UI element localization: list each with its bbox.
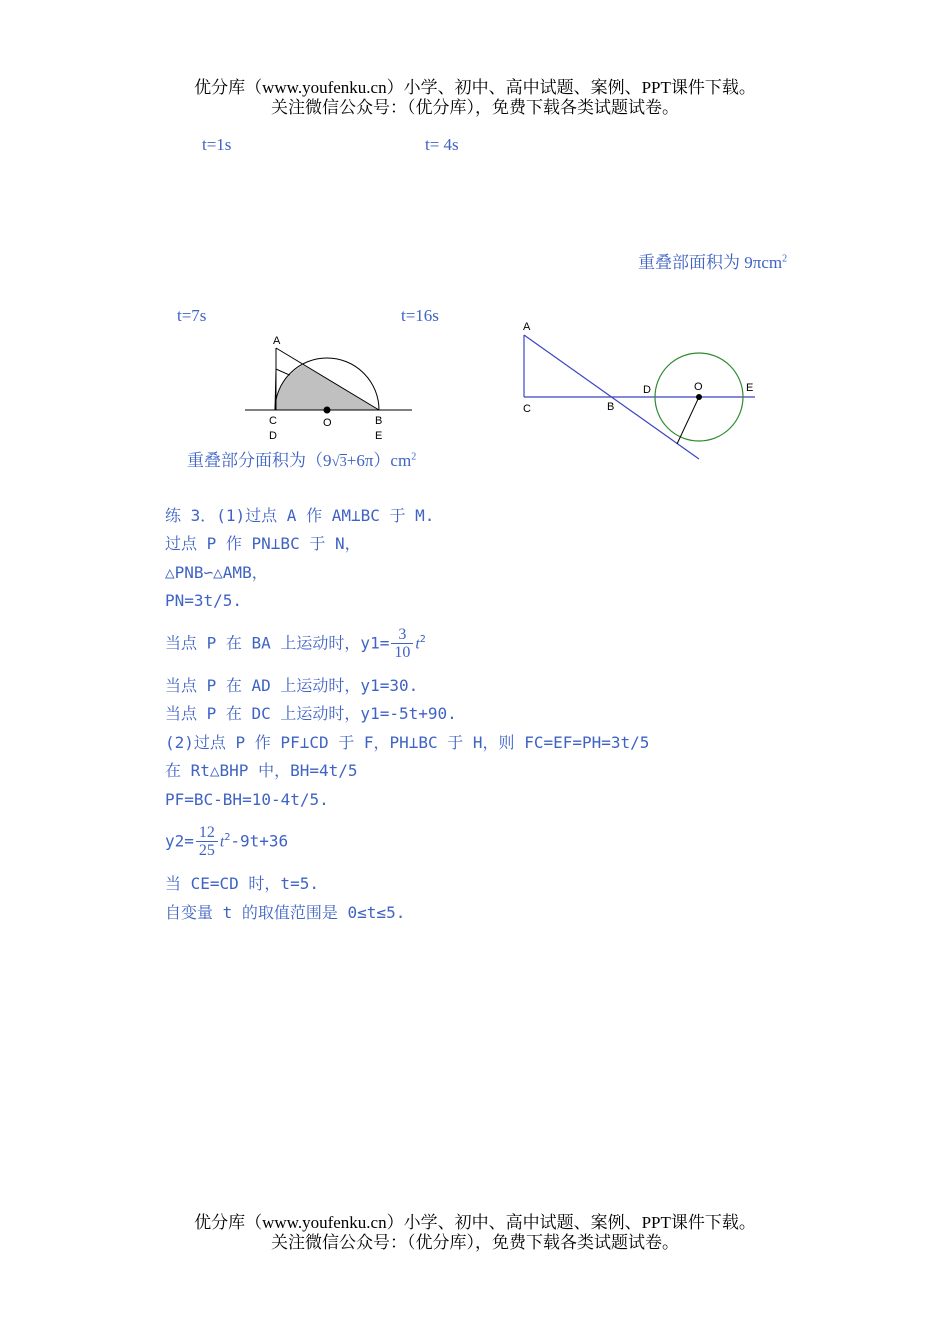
area-mixed-prefix: 重叠部分面积为（9 bbox=[187, 451, 332, 470]
solution-line-6: 当点 P 在 AD 上运动时，y1=30. bbox=[165, 676, 419, 695]
fig7-label-d: D bbox=[269, 430, 277, 442]
area-mixed-sqrt: 3 bbox=[339, 455, 347, 470]
area-mixed-sup: 2 bbox=[411, 451, 417, 463]
fraction-3-10 bbox=[391, 626, 413, 661]
fraction-numerator: 3 bbox=[391, 626, 413, 644]
solution-line-13: 自变量 t 的取值范围是 0≤t≤5. bbox=[165, 903, 406, 922]
line11-suffix: -9t+36 bbox=[230, 831, 289, 851]
solution-line-10: PF=BC-BH=10-4t/5. bbox=[165, 790, 329, 809]
fraction-denominator: 10 bbox=[394, 644, 411, 662]
solution-line-4: PN=3t/5. bbox=[165, 591, 243, 610]
fig16-label-c: C bbox=[523, 403, 531, 415]
line5-variable: t bbox=[415, 635, 420, 653]
solution-line-8: (2)过点 P 作 PF⊥CD 于 F，PH⊥BC 于 H，则 FC=EF=PH=3t/5 bbox=[165, 733, 650, 752]
area-9pi-text: 重叠部面积为 9πcm bbox=[638, 253, 783, 272]
figure-t16 bbox=[515, 315, 765, 465]
footer-line-2: 关注微信公众号：（优分库），免费下载各类试题试卷。 bbox=[271, 1233, 679, 1252]
fig16-center-point bbox=[696, 394, 702, 400]
area-9pi-sup: 2 bbox=[782, 253, 788, 265]
figure-t7 bbox=[240, 330, 420, 445]
footer-line-1: 优分库（www.youfenku.cn）小学、初中、高中试题、案例、PPT课件下载。 bbox=[194, 1213, 756, 1232]
fraction-numerator: 12 bbox=[196, 824, 218, 842]
fig16-radius bbox=[677, 397, 699, 444]
fig16-label-d: D bbox=[643, 384, 651, 396]
header-line-2: 关注微信公众号：（优分库），免费下载各类试题试卷。 bbox=[271, 98, 679, 117]
fig7-label-o: O bbox=[323, 417, 332, 429]
line5-text: 当点 P 在 BA 上运动时，y1= bbox=[165, 633, 390, 653]
fig7-label-a: A bbox=[273, 335, 281, 347]
fig16-label-e: E bbox=[746, 382, 754, 394]
header-line-1: 优分库（www.youfenku.cn）小学、初中、高中试题、案例、PPT课件下载。 bbox=[194, 78, 756, 97]
line11-prefix: y2= bbox=[165, 831, 194, 851]
fig7-shaded-region bbox=[275, 365, 379, 410]
sqrt-sign: √ bbox=[331, 454, 340, 470]
solution-line-3: △PNB∽△AMB， bbox=[165, 563, 268, 582]
fig16-label-a: A bbox=[523, 321, 531, 333]
solution-line-9: 在 Rt△BHP 中，BH=4t/5 bbox=[165, 761, 358, 780]
solution-line-1: 练 3．(1)过点 A 作 AM⊥BC 于 M. bbox=[165, 506, 435, 525]
fig7-center-point bbox=[324, 407, 331, 414]
solution-line-2: 过点 P 作 PN⊥BC 于 N， bbox=[165, 534, 361, 553]
line11-variable: t bbox=[219, 833, 225, 851]
fraction-denominator: 25 bbox=[198, 842, 215, 860]
solution-line-11 bbox=[165, 818, 288, 862]
fig7-label-c: C bbox=[269, 415, 277, 427]
line11-exponent: 2 bbox=[224, 832, 231, 843]
fraction-12-25 bbox=[196, 824, 218, 859]
area-mixed bbox=[187, 446, 416, 471]
solution-line-12: 当 CE=CD 时，t=5. bbox=[165, 874, 319, 893]
area-9pi bbox=[638, 248, 787, 273]
fig7-label-e: E bbox=[375, 430, 383, 442]
fig16-label-b: B bbox=[607, 401, 615, 413]
solution-line-7: 当点 P 在 DC 上运动时，y1=-5t+90. bbox=[165, 704, 457, 723]
label-t1: t=1s bbox=[202, 135, 232, 154]
solution-line-5 bbox=[165, 620, 426, 664]
label-t7: t=7s bbox=[177, 306, 207, 325]
line5-exponent: 2 bbox=[419, 634, 426, 645]
fig7-label-b: B bbox=[375, 415, 383, 427]
label-t16: t=16s bbox=[401, 306, 439, 325]
fig16-label-o: O bbox=[694, 381, 703, 393]
area-mixed-suffix: +6π）cm bbox=[346, 451, 412, 470]
label-t4: t= 4s bbox=[425, 135, 459, 154]
